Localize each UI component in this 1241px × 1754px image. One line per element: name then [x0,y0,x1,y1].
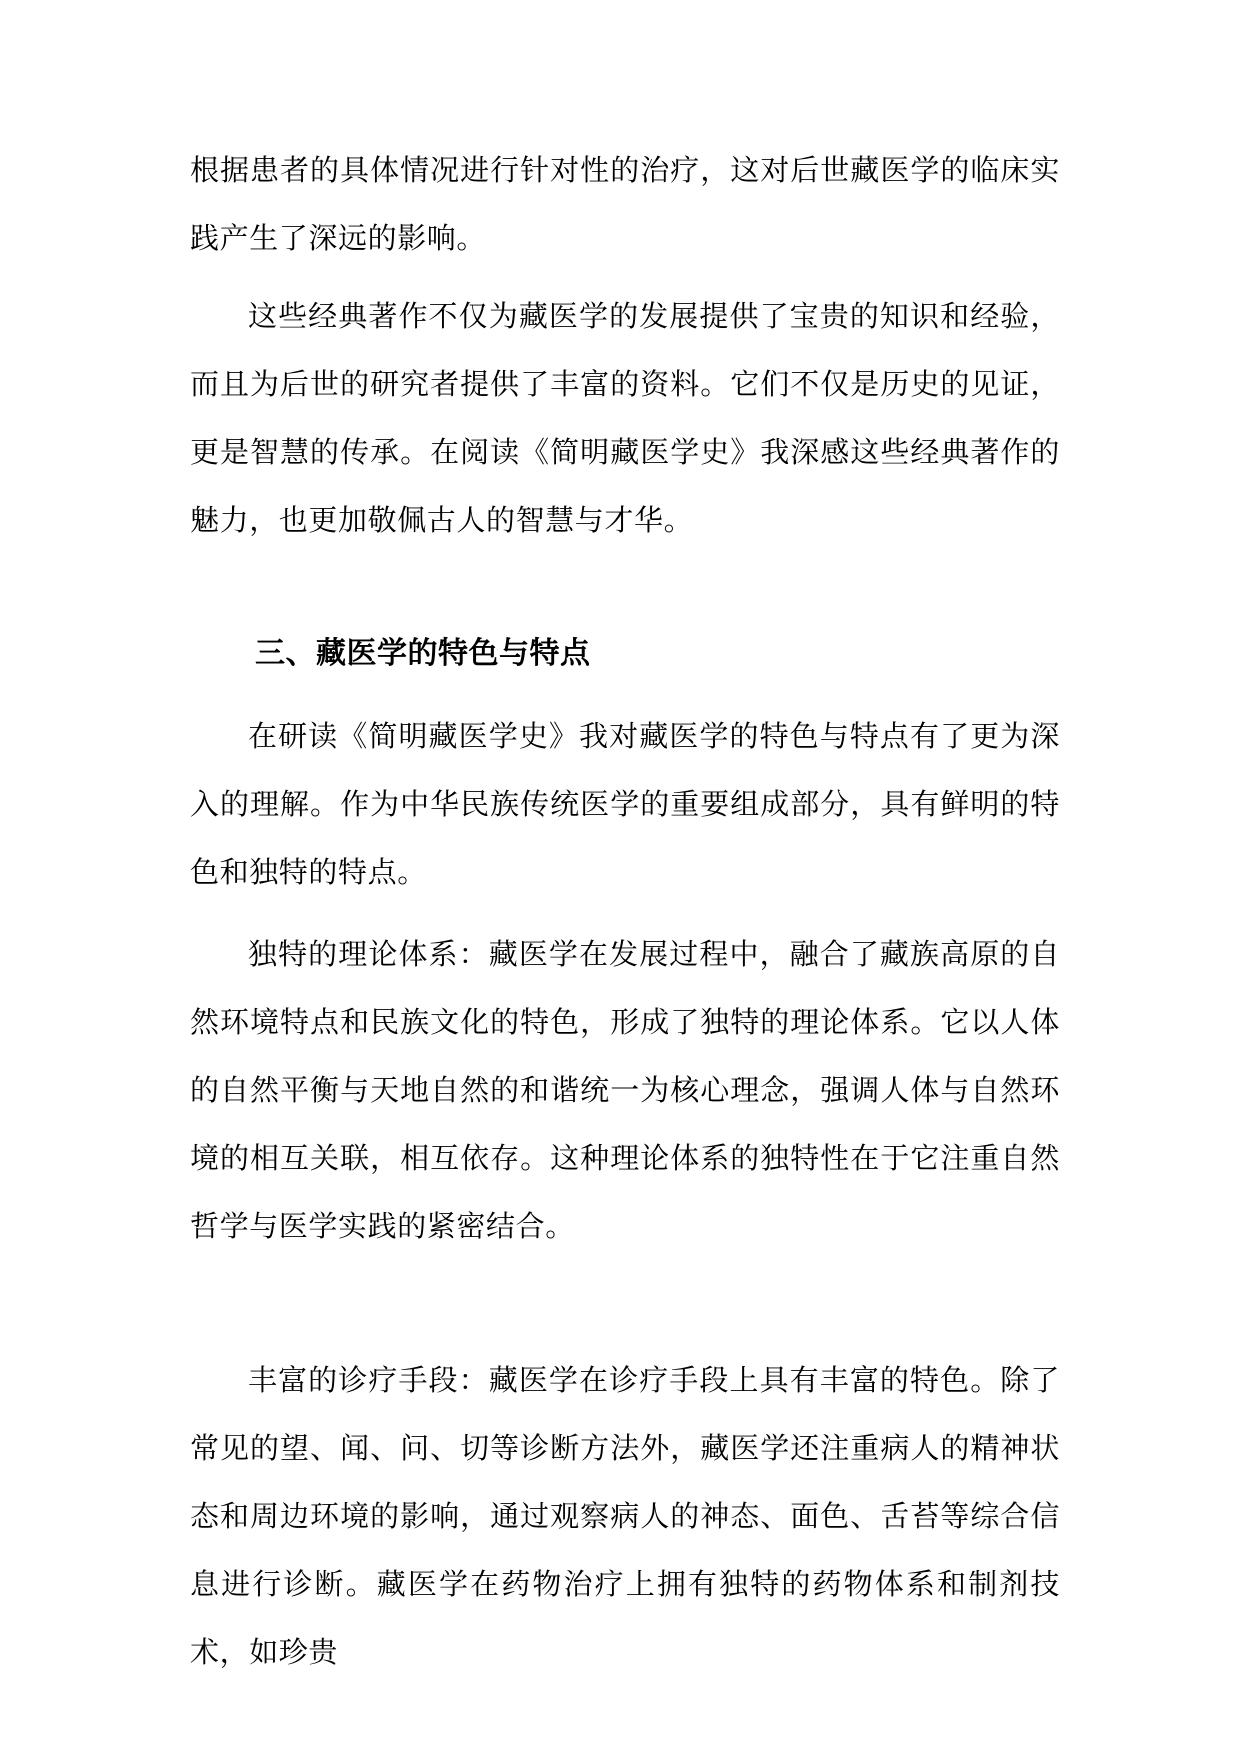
paragraph-theory-system: 独特的理论体系：藏医学在发展过程中，融合了藏族高原的自然环境特点和民族文化的特色，形成了独特的理论体系。它以人体的自然平衡与天地自然的和谐统一为核心理念，强调人体与自然环境的相互关联，相互依存。这种理论体系的独特性在于它注重自然哲学与医学实践的紧密结合。 [190,937,1060,1243]
paragraph-classic-works: 这些经典著作不仅为藏医学的发展提供了宝贵的知识和经验，而且为后世的研究者提供了丰富的资料。它们不仅是历史的见证，更是智慧的传承。在阅读《简明藏医学史》我深感这些经典著作的魅力，也更加敬佩古人的智慧与才华。 [190,299,1060,537]
paragraph-features-intro: 在研读《简明藏医学史》我对藏医学的特色与特点有了更为深入的理解。作为中华民族传统医学的重要组成部分，具有鲜明的特色和独特的特点。 [190,719,1060,889]
paragraph-diagnosis-methods: 丰富的诊疗手段：藏医学在诊疗手段上具有丰富的特色。除了常见的望、闻、问、切等诊断方法外，藏医学还注重病人的精神状态和周边环境的影响，通过观察病人的神态、面色、舌苔等综合信息进行诊断。藏医学在药物治疗上拥有独特的药物体系和制剂技术，如珍贵 [190,1363,1060,1669]
section-heading: 三、藏医学的特色与特点 [255,636,591,671]
paragraph-continued-treatment: 根据患者的具体情况进行针对性的治疗，这对后世藏医学的临床实践产生了深远的影响。 [190,153,1060,255]
